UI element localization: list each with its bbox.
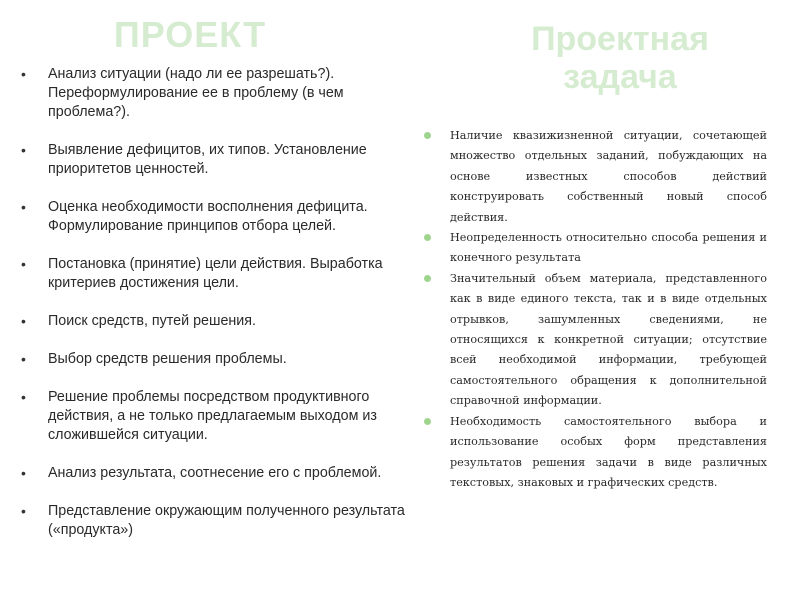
list-item: • Решение проблемы посредством продуктивного действия, а не только предлагаемым выходом из сложившейся ситуации. [18, 388, 413, 445]
list-item: • Анализ результата, соотнесение его с проблемой. [18, 464, 413, 483]
project-task-title-line1: Проектная [531, 20, 709, 58]
list-item: • Поиск средств, путей решения. [18, 312, 413, 331]
project-title: ПРОЕКТ [113, 14, 267, 55]
project-task-title [470, 20, 770, 96]
list-item: Неопределенность относительно способа решения и конечного результата [422, 228, 767, 269]
list-item: Необходимость самостоятельного выбора и использование особых форм представления результатов решения задачи в виде различных текстовых, знаковых и графических средств. [422, 412, 767, 494]
list-item: • Постановка (принятие) цели действия. Выработка критериев достижения цели. [18, 255, 413, 293]
list-item: • Выбор средств решения проблемы. [18, 350, 413, 369]
project-task-features-list [422, 126, 767, 493]
project-task-title-line2: задача [563, 58, 677, 96]
list-item: • Оценка необходимости восполнения дефицита. Формулирование принципов отбора целей. [18, 198, 413, 236]
list-item: Наличие квазижизненной ситуации, сочетающей множество отдельных заданий, побуждающих на основе известных способов действий конструировать собственный новый способ действия. [422, 126, 767, 228]
list-item: • Анализ ситуации (надо ли ее разрешать?). Переформулирование ее в проблему (в чем проблема?). [18, 65, 413, 122]
list-item: • Выявление дефицитов, их типов. Установление приоритетов ценностей. [18, 141, 413, 179]
project-steps-list [18, 65, 413, 559]
list-item: • Представление окружающим полученного результата («продукта») [18, 502, 413, 540]
list-item: Значительный объем материала, представленного как в виде единого текста, так и в виде отдельных отрывков, зашумленных сведениями, не относящихся к конкретной ситуации; отсутствие всей необходимой информации, требующей самостоятельного обращения к дополнительной справочной информации. [422, 269, 767, 412]
